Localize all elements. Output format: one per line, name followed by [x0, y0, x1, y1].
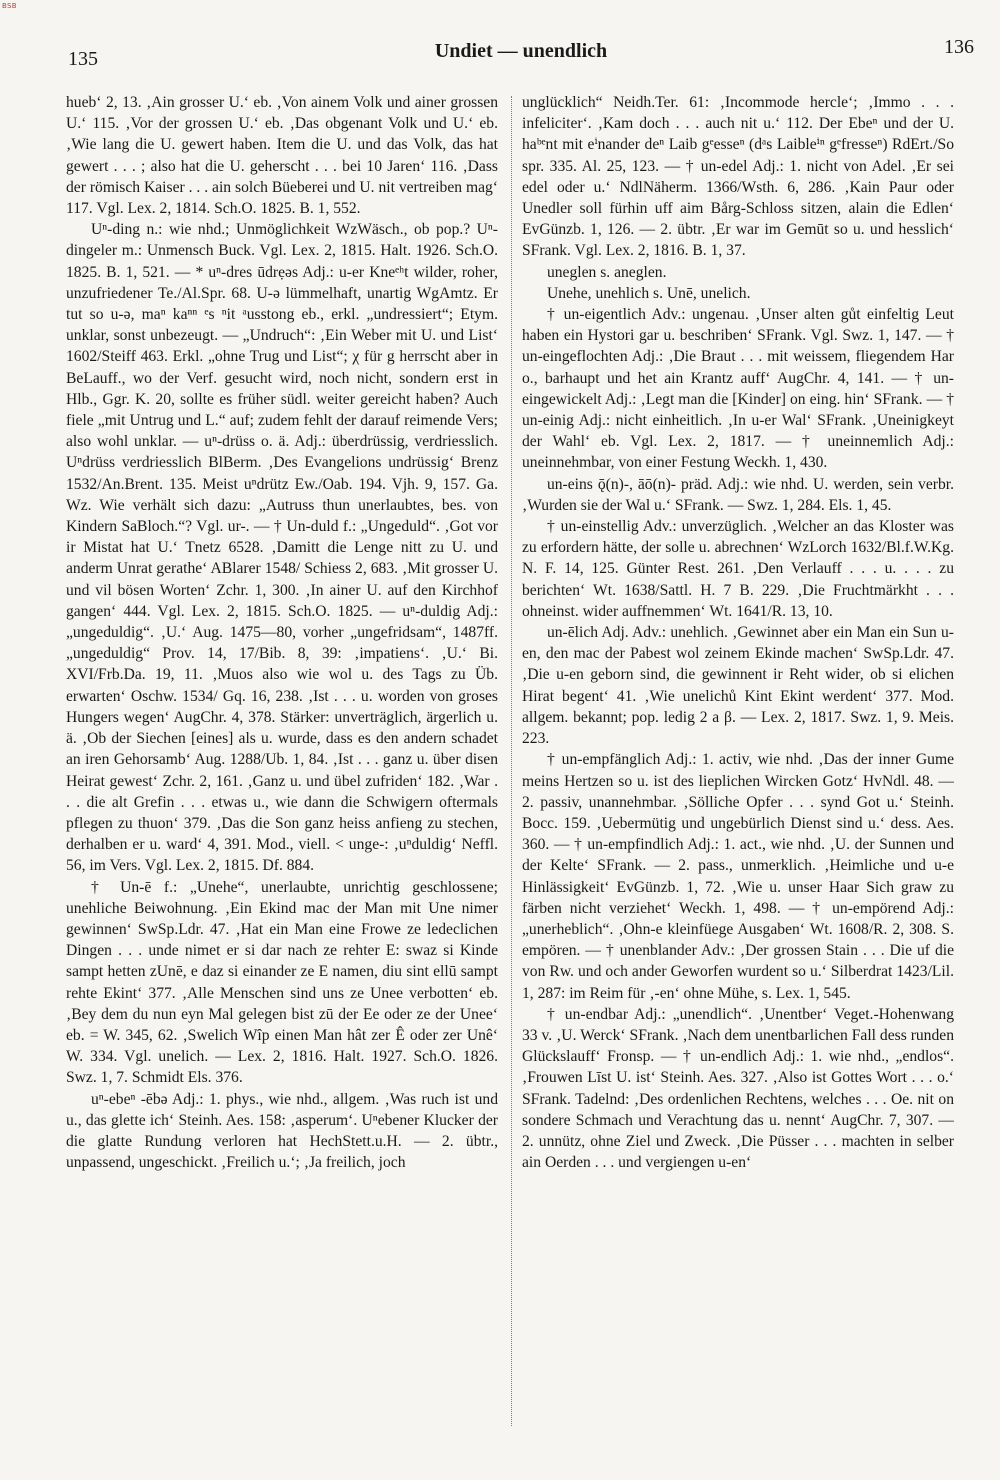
- column-divider: [511, 96, 512, 1426]
- dictionary-entry: Unehe, unehlich s. Unē, unelich.: [546, 284, 751, 302]
- page-header: [68, 36, 974, 68]
- right-column: [522, 92, 954, 1452]
- dictionary-entry: uⁿ-ebeⁿ -ēbə Adj.: 1. phys., wie nhd., allgem. ‚Was ruch ist und u., das glette ich‘ Steinh. Aes. 158: ‚asperum‘. Uⁿebener Klucker der die glatte Rundung verloren hat HechStett.u.H. — 2. übtr., unpassend, ungeschickt. ‚Freilich u.‘; ‚Ja freilich, joch: [66, 1090, 498, 1172]
- dictionary-entry: † Un-ē f.: „Unehe“, unerlaubte, unrichtig geschlossene; unehliche Beiwohnung. ‚Ein Ekind mac der Man mit Une nimer gewinnen‘ SwSp.Ldr. 47. ‚Hat ein Man eine Frowe ze ledeclichen Dingen . . . unde nimet er si dar nach ze rehter E: swaz si Kinde sampt hetten zUnē, e daz si einander ze E namen, diu sint ellū sampt rehte Ekint‘ 377. ‚Alle Menschen sind uns ze Unee verbotten‘ eb. ‚Bey dem du nun eyn Mal gelegen bist zū der Ee oder ze der Unee‘ eb. = W. 345, 62. ‚Swelich Wîp einen Man hât zer Ê oder zer Unê‘ W. 334. Vgl. unelich. — Lex. 2, 1816. Halt. 1927. Sch.O. 1826. Swz. 1, 7. Schmidt Els. 376.: [66, 878, 498, 1087]
- dictionary-entry: un-ēlich Adj. Adv.: unehlich. ‚Gewinnet aber ein Man ein Sun u-en, den mac der Pabest wol zeinem Ekinde machen‘ SwSp.Ldr. 47. ‚Die u-en geborn sind, die gewinnent ir Reht wider, ob si elichen Hirat begent‘ 41. ‚Wie unelichů Kint Ekint werdent‘ 377. Mod. allgem. bekannt; pop. ledig 2 a β. — Lex. 2, 1817. Swz. 1, 9. Meis. 223.: [522, 624, 954, 748]
- running-head: Undiet — unendlich: [434, 40, 608, 62]
- left-column: [66, 92, 498, 1452]
- dictionary-entry: † un-eigentlich Adv.: ungenau. ‚Unser alten gůt einfeltig Leut haben ein Hystori gar u. beschriben‘ SFrank. Vgl. Swz. 1, 147. — † un-eingeflochten Adj.: ‚Die Braut . . . mit weissem, fliegendem Har o., barhaupt und het ain Krantz auff‘ AugChr. 4, 141. — † un-eingewickelt Adj.: ‚Legt man die [Kinder] on eing. hin‘ SFrank. — † un-einig Adj.: nicht einheitlich. ‚In u-er Wal‘ SFrank. ‚Uneinigkeyt der Wahl‘ eb. Vgl. Lex. 2, 1817. — † uneinnemlich Adj.: uneinnehmbar, von einer Festung Weckh. 1, 430.: [522, 306, 954, 472]
- page-number-left: 135: [68, 48, 98, 70]
- dictionary-entry: † un-endbar Adj.: „unendlich“. ‚Unentber‘ Veget.-Hohenwang 33 v. ‚U. Werck‘ SFrank. ‚Nach dem unentbarlichen Fall dess runden Glückslauff‘ Fronsp. — † un-endlich Adj.: 1. wie nhd., „endlos“. ‚Frouwen Līst U. ist‘ Steinh. Aes. 327. ‚Also ist Gottes Wort . . . o.‘ SFrank. Tadelnd: ‚Des ordenlichen Rechtens, welches . . . Oe. nit on sondere Schmach und Verachtung das u. nennt‘ AugChr. 7, 307. — 2. unnütz, ohne Ziel und Zweck. ‚Die Püsser . . . machten in selber ain Oerden . . . und vergiengen u-en‘: [522, 1005, 954, 1172]
- dictionary-entry: uneglen s. aneglen.: [546, 263, 667, 281]
- dictionary-entry: † un-empfänglich Adj.: 1. activ, wie nhd. ‚Das der inner Gume meins Hertzen so u. ist des lieplichen Wircken Gotz‘ HvNdl. 48. — 2. passiv, unannehmbar. ‚Sölliche Opfer . . . synd Got u.‘ Steinh. Bocc. 159. ‚Uebermütig und ungebürlich Dienst sind u.‘ dess. Aes. 360. — † un-empfindlich Adj.: 1. act., wie nhd. ‚U. der Sunnen und der Kelte‘ SFrank. — 2. pass., unmerklich. ‚Heimliche und u-e Hinlässigkeit‘ EvGünzb. 1, 72. ‚Wie u. unser Haar Sich graw zu färben nicht verziehet‘ Weckh. 1, 498. — † un-empörend Adj.: „unerheblich“. ‚Ohn-e kleinfüege Ausgaben‘ Wt. 1608/R. 2, 308. S. empören. — † unenblander Adv.: ‚Der grossen Stain . . . Die uf die von Rw. und och ander Geworfen wurdent so u.‘ Silberdrat 1423/Lil. 1, 287: im Reim für ‚-en‘ ohne Mühe, s. Lex. 1, 545.: [522, 751, 954, 1002]
- page-number-right: 136: [944, 36, 974, 58]
- dictionary-entry: Uⁿ-ding n.: wie nhd.; Unmöglichkeit WzWäsch., ob pop.? Uⁿ-dingeler m.: Unmensch Buck. Vgl. Lex. 2, 1815. Halt. 1926. Sch.O. 1825. B. 1, 521. — * uⁿ-dres ūdrẹəs Adj.: u-er Kneᵉʰt wilder, roher, unzufriedener Te./Al.Spr. 68. U-ə lümmelhaft, unartig WgAmtz. Er tut so u-ə, maⁿ kaⁿⁿ ᵉs ⁿit ᵃusstong eb., erkl. „undressiert“; Etym. unklar, sonst unbezeugt. — „Undruch“: ‚Ein Weber mit U. und List‘ 1602/Steiff 463. Erkl. „ohne Trug und List“; χ für g herrscht aber in BeLauff., wo der Verf. gesucht wird, noch nicht, sondern erst in Hlb., Ggr. K. 20, sollte es früher südl. weiter gereicht haben? Auch fiele „mit Untrug und L.“ auf; zudem fehlt der darauf reimende Vers; also wohl unklar. — uⁿ-drüss o. ä. Adj.: überdrüssig, verdriesslich. Uⁿdrüss verdriesslich BlBerm. ‚Des Evangelions undrüssig‘ Brenz 1532/An.Brent. 135. Meist uⁿdrütz Ew./Oab. 194. Vjh. 9, 157. Ga. Wz. Wie verhält sich dazu: „Autruss thun unerlaubtes, bes. von Kindern SaBloch.“? Vgl. ur-. — † Un-duld f.: „Ungeduld“. ‚Got vor ir Mistat hat U.‘ Tnetz 6528. ‚Damitt die Lenge nitt zu U. und anderm Unrat gerathe‘ ABlarer 1548/ Schiess 2, 683. ‚Mit grosser U. und vil bösen Worten‘ Zchr. 1, 300. ‚In ainer U. auf den Kirchhof gangen‘ 444. Vgl. Lex. 2, 1815. Sch.O. 1825. — uⁿ-duldig Adj.: „ungeduldig“. ‚U.‘ Aug. 1475—80, vorher „ungefridsam“, 1487ff. „ungeduldig“ Prov. 14, 17/Bib. 8, 39: ‚impatiens‘. ‚U.‘ Bi. XVI/Frb.Da. 19, 11. ‚Muos also wie wol u. des Tags zu Üb. erwarten‘ Oschw. 1534/ Gq. 16, 238. ‚Ist . . . u. worden von groses Hungers wegen‘ AugChr. 4, 378. Stärker: unverträglich, ärgerlich u. ä. ‚Ob der Siechen [eines] als u. wurde, dass es den andern schadet an iren Gehorsamb‘ Aug. 1288/Ub. 1, 84. ‚Ist . . . ganz u. über disen Heirat gewest‘ Zchr. 2, 161. ‚Ganz u. und übel zufriden‘ 182. ‚War . . . die alt Grefin . . . etwas u., wie dann die Schwigern oftermals pflegen zu thuon‘ 379. ‚Das die Son ganz heiss anfieng zu stechen, derhalben er u. ward‘ 4, 391. Mod., viell. < unge-: ‚uⁿduldig‘ Neffl. 56, im Vers. Vgl. Lex. 2, 1815. Df. 884.: [66, 221, 498, 875]
- continuation-paragraph: unglücklich“ Neidh.Ter. 61: ‚Incommode hercle‘; ‚Immo . . . infeliciter‘. ‚Kam doch . . . auch nit u.‘ 112. Der Ebeⁿ und der U. haᵇᵉnt mit eⁱnander deⁿ Laib gᵉesseⁿ (dᵃs Laibleⁱⁿ gᵉfresseⁿ) RdErt./So spr. 335. Al. 25, 123. — † un-edel Adj.: 1. nicht von Adel. ‚Er sei edel oder u.‘ NdlNäherm. 1366/Wsth. 6, 286. ‚Kain Paur oder Unedler soll fürhin uff aim Bårg-Schloss sitzen, alain die Edlen‘ EvGünzb. 1, 126. — 2. übtr. ‚Er war im Gemūt so u. und hesslich‘ SFrank. Vgl. Lex. 2, 1816. B. 1, 37.: [522, 94, 954, 260]
- dictionary-entry: un-eins ǭ(n)-, āō(n)- präd. Adj.: wie nhd. U. werden, sein verbr. ‚Wurden sie der Wal u.‘ SFrank. — Swz. 1, 284. Els. 1, 45.: [522, 475, 954, 514]
- continuation-paragraph: hueb‘ 2, 13. ‚Ain grosser U.‘ eb. ‚Von ainem Volk und ainer grossen U.‘ 115. ‚Vor der grossen U.‘ eb. ‚Das obgenant Volk und U.‘ eb. ‚Wie lang die U. gewert haben. Item die U. und das Volk, das hat gewert . . . ; also hat die U. geherscht . . . bei 10 Jaren‘ 116. ‚Dass der römisch Kaiser . . . ain solch Büeberei und U. nit vertreiben mag‘ 117. Vgl. Lex. 2, 1814. Sch.O. 1825. B. 1, 552.: [66, 94, 498, 218]
- dictionary-entry: † un-einstellig Adv.: unverzüglich. ‚Welcher an das Kloster was zu erfordern hätte, der solle u. abrechnen‘ WzLorch 1632/Bl.f.W.Kg. N. F. 14, 125. Günter Rest. 261. ‚Den Verlauff . . . u. . . . zu berichten‘ Wt. 1638/Sattl. H. 7 B. 229. ‚Die Fruchtmärkht . . . ohneinst. wider auffnemmen‘ Wt. 1641/R. 13, 10.: [522, 518, 954, 620]
- library-stamp: BSB: [2, 2, 17, 10]
